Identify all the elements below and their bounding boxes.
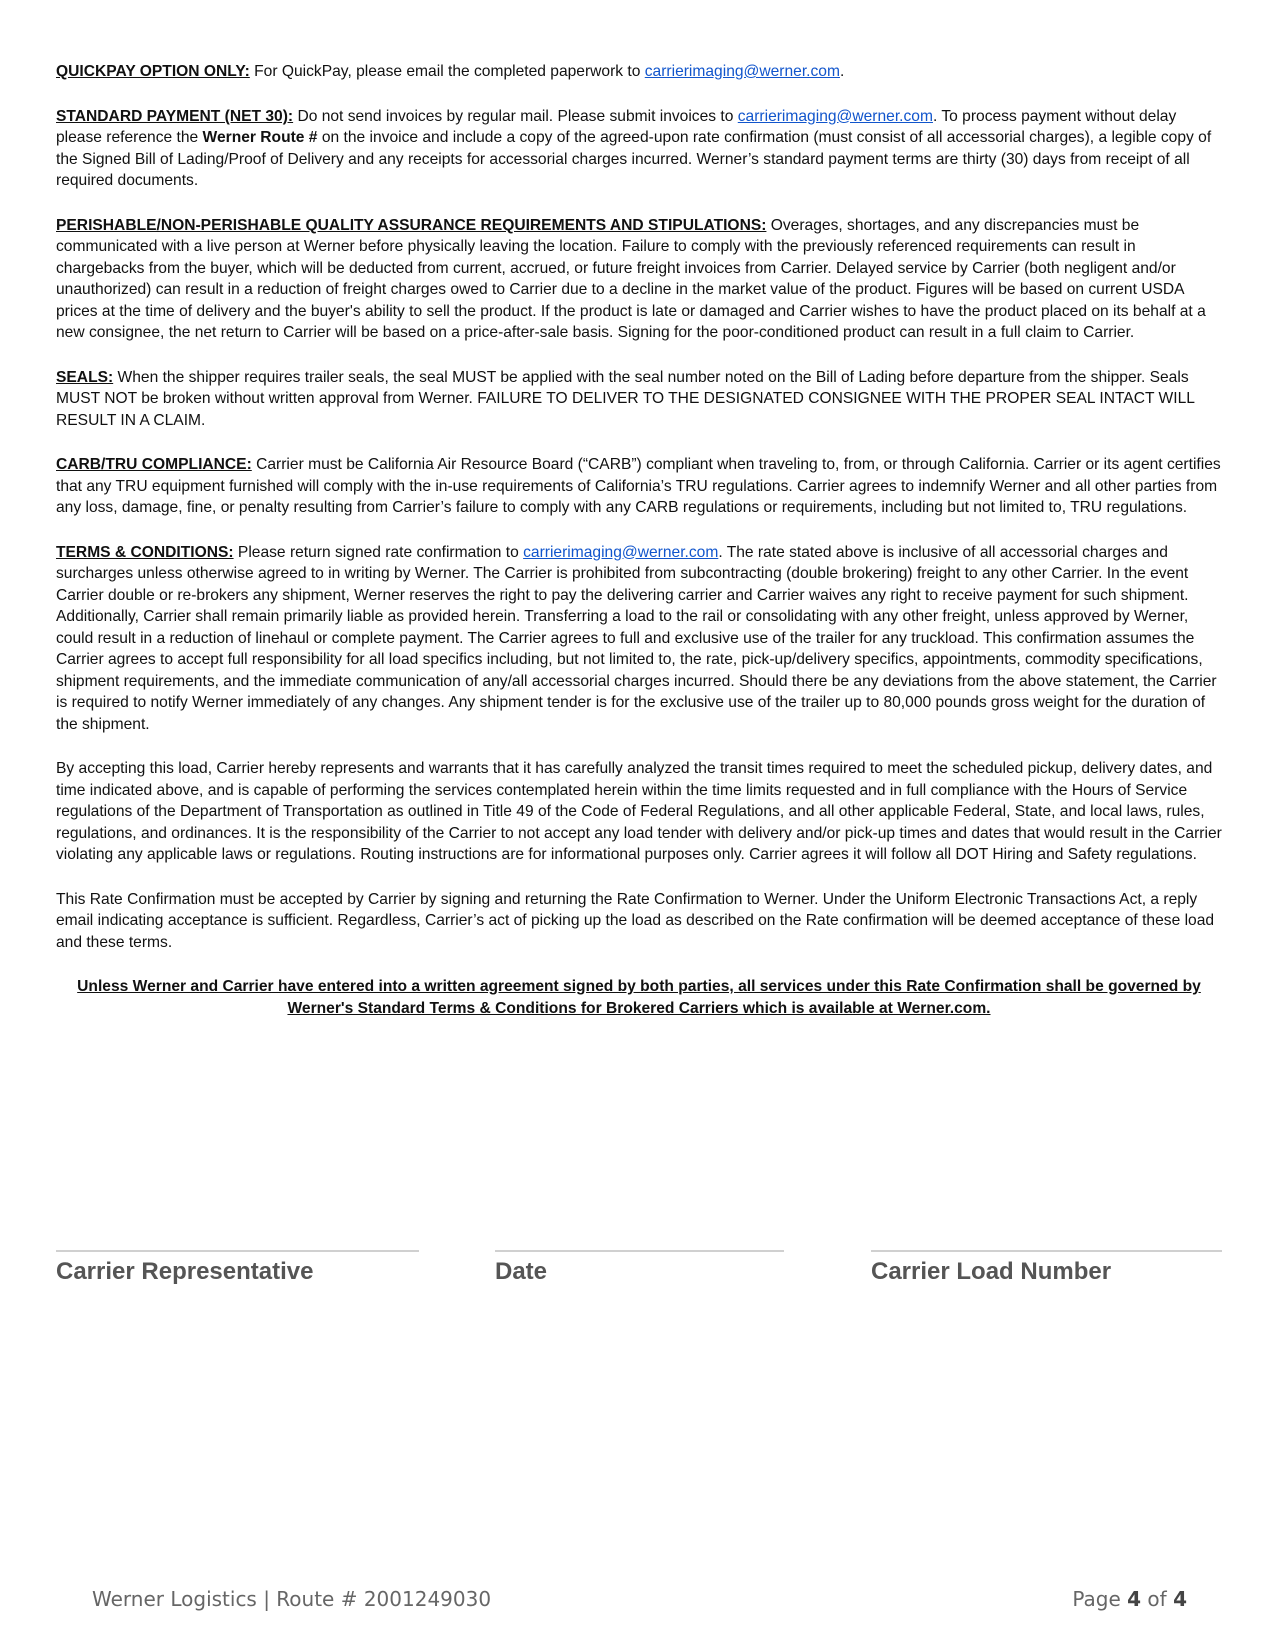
carrier-load-number-label: Carrier Load Number [871, 1258, 1112, 1285]
carb-text: Carrier must be California Air Resource Board (“CARB”) compliant when traveling to, from, or through California. Carrier or its agent certifies that any TRU equipment furnished will comply with the in-use requirements of California’s TRU regulations. Carrier agrees to indemnify Werner and all other parties from any loss, damage, fine, or penalty resulting from Carrier’s failure to comply with any CARB regulations or requirements, including but not limited to, TRU regulations. [56, 456, 1221, 516]
quickpay-end: . [839, 63, 845, 80]
carb-heading: CARB/TRU COMPLIANCE: [56, 456, 252, 473]
signature-row [56, 1250, 1222, 1310]
carrier-representative-signature-field[interactable] [56, 1250, 419, 1286]
document-body [56, 61, 1222, 1020]
accepting-paragraph: By accepting this load, Carrier hereby represents and warrants that it has carefully analyzed the transit times required to meet the scheduled pickup, delivery dates, and time indicated above, and is capable of performing the services contemplated herein within the time limits requested and in full compliance with the Hours of Service regulations of the Department of Transportation as outlined in Title 49 of the Code of Federal Regulations, and all other applicable Federal, State, and local laws, rules, regulations, and ordinances. It is the responsibility of the Carrier to not accept any load tender with delivery and/or pick-up times and dates that would result in the Carrier violating any applicable laws or regulations. Routing instructions are for informational purposes only. Carrier agrees it will follow all DOT Hiring and Safety regulations. [56, 760, 1222, 863]
carb-paragraph [56, 454, 1222, 519]
footer-page-number [1072, 1587, 1187, 1611]
standard-payment-text-2: . To process payment without delay please reference the [56, 107, 1177, 146]
page-prefix: Page [1072, 1587, 1128, 1611]
seals-paragraph [56, 367, 1222, 432]
perishable-paragraph [56, 215, 1222, 344]
standard-payment-email-link[interactable]: carrierimaging@werner.com [737, 107, 933, 125]
werner-route-label: Werner Route # [202, 129, 318, 146]
terms-text-1: Please return signed rate confirmation to [233, 543, 524, 561]
quickpay-heading: QUICKPAY OPTION ONLY: [56, 63, 250, 80]
page-mid: of [1141, 1587, 1174, 1611]
standard-payment-paragraph [56, 106, 1222, 192]
quickpay-paragraph [56, 61, 1222, 83]
standard-payment-text-3: on the invoice and include a copy of the agreed-upon rate confirmation (must consist of all accessorial charges), a legible copy of the Signed Bill of Lading/Proof of Delivery and any receipts for accessorial charges incurred. Werner’s standard payment terms are thirty (30) days from receipt of all required documents. [56, 129, 1212, 189]
standard-payment-heading: STANDARD PAYMENT (NET 30): [56, 107, 294, 125]
carrier-representative-label: Carrier Representative [56, 1258, 314, 1285]
rate-confirmation-paragraph: This Rate Confirmation must be accepted by Carrier by signing and returning the Rate Confirmation to Werner. Under the Uniform Electronic Transactions Act, a reply email indicating acceptance is sufficient. Regardless, Carrier’s act of picking up the load as described on the Rate confirmation will be deemed acceptance of these load and these terms. [56, 890, 1215, 951]
date-label: Date [495, 1258, 548, 1285]
governing-terms-notice: Unless Werner and Carrier have entered into a written agreement signed by both parties, all services under this Rate Confirmation shall be governed by Werner's Standard Terms & Conditions for Brokered Carriers which is available at Werner.com. [77, 978, 1201, 1017]
footer-route-info: Werner Logistics | Route # 2001249030 [92, 1587, 492, 1611]
page-current: 4 [1127, 1587, 1142, 1611]
terms-heading: TERMS & CONDITIONS: [56, 543, 234, 561]
terms-email-link[interactable]: carrierimaging@werner.com [523, 543, 719, 561]
carrier-load-number-field[interactable] [871, 1250, 1222, 1286]
seals-heading: SEALS: [56, 368, 114, 386]
quickpay-text: For QuickPay, please email the completed paperwork to [249, 63, 645, 80]
quickpay-email-link[interactable]: carrierimaging@werner.com [644, 63, 840, 80]
terms-text-2: . The rate stated above is inclusive of all accessorial charges and surcharges unless otherwise agreed to in writing by Werner. The Carrier is prohibited from subcontracting (double brokering) freight to any other Carrier. In the event Carrier double or re-brokers any shipment, Werner reserves the right to pay the delivering carrier and Carrier waives any right to receive payment for such shipment. Additionally, Carrier shall remain primarily liable as provided herein. Transferring a load to the rail or consolidating with any other freight, unless approved by Werner, could result in a reduction of linehaul or complete payment. The Carrier agrees to full and exclusive use of the trailer for any truckload. This confirmation assumes the Carrier agrees to accept full responsibility for all load specifics including, but not limited to, the rate, pick-up/delivery specifics, appointments, commodity specifications, shipment requirements, and the immediate communication of any/all accessorial charges incurred. Should there be any deviations from the above statement, the Carrier is required to notify Werner immediately of any changes. Any shipment tender is for the exclusive use of the trailer up to 80,000 pounds gross weight for the duration of the shipment. [56, 543, 1217, 733]
terms-paragraph [56, 542, 1222, 736]
date-signature-field[interactable] [495, 1250, 784, 1286]
perishable-text: Overages, shortages, and any discrepancies must be communicated with a live person at Werner before physically leaving the location. Failure to comply with the previously referenced requirements can result in chargebacks from the buyer, which will be deducted from current, accrued, or future freight invoices from Carrier. Delayed service by Carrier (both negligent and/or unauthorized) can result in a reduction of freight charges owed to Carrier due to a decline in the market value of the product. Figures will be based on current USDA prices at the time of delivery and the buyer's ability to sell the product. If the product is late or damaged and Carrier wishes to have the product placed on its behalf at a new consignee, the net return to Carrier will be based on a price-after-sale basis. Signing for the poor-conditioned product can result in a full claim to Carrier. [56, 216, 1206, 341]
seals-text: When the shipper requires trailer seals, the seal MUST be applied with the seal number noted on the Bill of Lading before departure from the shipper. Seals MUST NOT be broken without written approval from Werner. FAILURE TO DELIVER TO THE DESIGNATED CONSIGNEE WITH THE PROPER SEAL INTACT WILL RESULT IN A CLAIM. [56, 368, 1195, 429]
page-total: 4 [1173, 1587, 1187, 1611]
standard-payment-text-1: Do not send invoices by regular mail. Please submit invoices to [293, 107, 738, 125]
perishable-heading: PERISHABLE/NON-PERISHABLE QUALITY ASSURANCE REQUIREMENTS AND STIPULATIONS: [56, 216, 767, 234]
